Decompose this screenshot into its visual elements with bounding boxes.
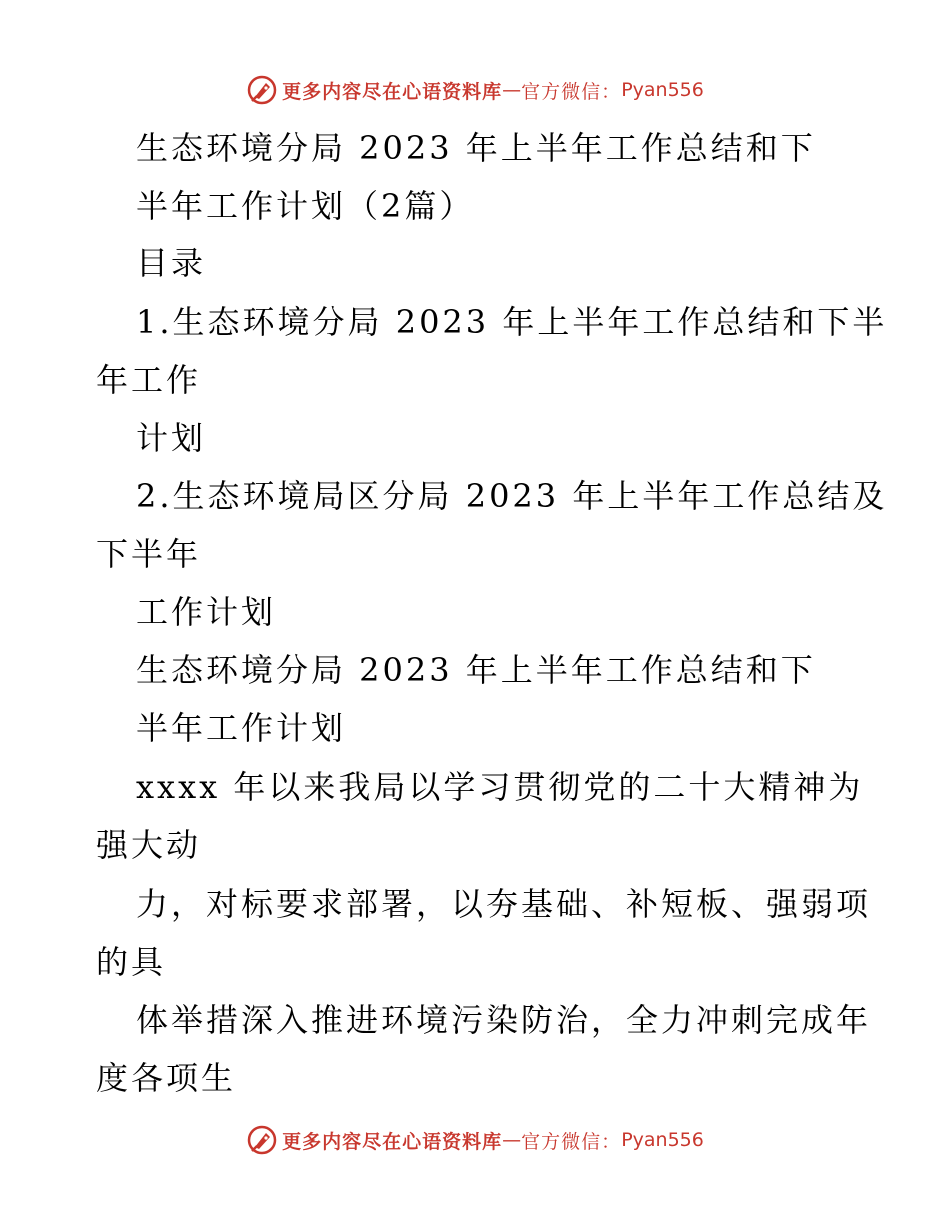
section-title-line-1: 生态环境分局 2023 年上半年工作总结和下 [136, 651, 816, 689]
toc-item-2-line-1: 2.生态环境局区分局 2023 年上半年工作总结及 [136, 477, 888, 515]
banner-dash: — [502, 79, 522, 101]
footer-wechat-id: Pyan556 [621, 1129, 704, 1151]
toc-heading: 目录 [136, 244, 207, 282]
paragraph-line-2: 强大动 [96, 826, 202, 864]
toc-item-1-line-2: 年工作 [96, 361, 202, 399]
paragraph-line-5: 体举措深入推进环境污染防治，全力冲刺完成年 [136, 1001, 872, 1039]
paragraph-line-1: xxxx 年以来我局以学习贯彻党的二十大精神为 [136, 768, 864, 806]
doc-title-line-2: 半年工作计划（2篇） [136, 187, 475, 225]
footer-brand-text: 更多内容尽在心语资料库 [282, 1130, 503, 1153]
toc-item-1-line-1: 1.生态环境分局 2023 年上半年工作总结和下半 [136, 303, 888, 341]
header-banner [0, 70, 950, 110]
paragraph-line-3: 力，对标要求部署，以夯基础、补短板、强弱项 [136, 885, 872, 923]
paragraph-line-6: 度各项生 [96, 1059, 237, 1097]
banner-wechat-id: Pyan556 [621, 79, 704, 101]
footer-wechat-label: 官方微信： [521, 1130, 622, 1153]
banner-brand-text: 更多内容尽在心语资料库 [282, 80, 503, 103]
toc-item-1-line-3: 计划 [136, 419, 207, 457]
footer-dash: — [502, 1129, 522, 1151]
toc-item-2-line-3: 工作计划 [136, 593, 277, 631]
toc-item-2-line-2: 下半年 [96, 535, 202, 573]
paragraph-line-4: 的具 [96, 943, 167, 981]
banner-wechat-label: 官方微信： [521, 80, 622, 103]
doc-title-line-1: 生态环境分局 2023 年上半年工作总结和下 [136, 129, 816, 167]
pen-nib-icon [246, 1124, 278, 1156]
pen-nib-icon [246, 74, 278, 106]
footer-banner [0, 1120, 950, 1160]
section-title-line-2: 半年工作计划 [136, 709, 347, 747]
